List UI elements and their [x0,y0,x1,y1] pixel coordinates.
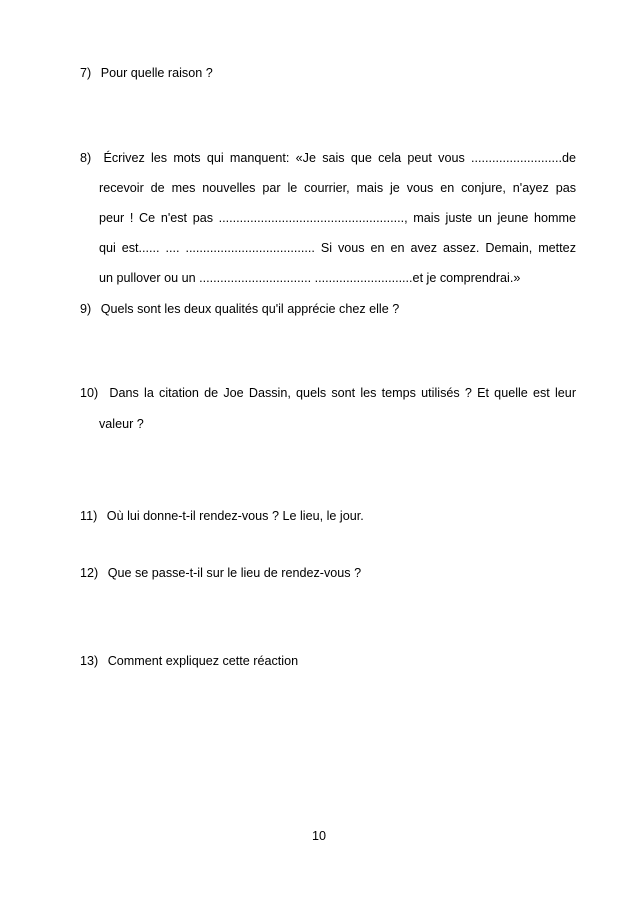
page-number: 10 [311,829,326,843]
question-text: Où lui donne-t-il rendez-vous ? Le lieu, le jour. [106,509,364,523]
question-text: Quels sont les deux qualités qu'il apprécie chez elle ? [100,302,400,316]
question-8-line-5: un pullover ou un ................................ ............................et je comprendrai.» [99,271,521,285]
question-11 [80,509,576,523]
question-8-line-3: peur ! Ce n'est pas ....................................................., mais juste un jeune homme [99,211,576,225]
question-number: 12) [80,566,99,580]
question-13 [80,654,576,668]
question-number: 13) [80,654,99,668]
question-10-line-1 [80,386,576,400]
question-number: 11) [80,509,98,523]
question-12 [80,566,576,580]
question-8-line-1 [80,151,576,165]
question-text: Que se passe-t-il sur le lieu de rendez-vous ? [107,566,362,580]
question-number: 7) [80,66,92,80]
question-text: Dans la citation de Joe Dassin, quels sont les temps utilisés ? Et quelle est leur [109,386,577,400]
question-7 [80,66,576,80]
question-9 [80,302,576,316]
question-text: Pour quelle raison ? [100,66,213,80]
question-number: 9) [80,302,92,316]
question-text: Comment expliquez cette réaction [107,654,299,668]
question-10-line-2: valeur ? [99,417,144,431]
question-8-line-4: qui est...... .... ..................................... Si vous en en avez assez. Demain, mettez [99,241,576,255]
question-8-line-2: recevoir de mes nouvelles par le courrier, mais je vous en conjure, n'ayez pas [99,181,576,195]
question-number: 10) [80,386,99,400]
question-number: 8) [80,151,92,165]
question-text: Écrivez les mots qui manquent: «Je sais que cela peut vous ..........................de [103,151,576,165]
